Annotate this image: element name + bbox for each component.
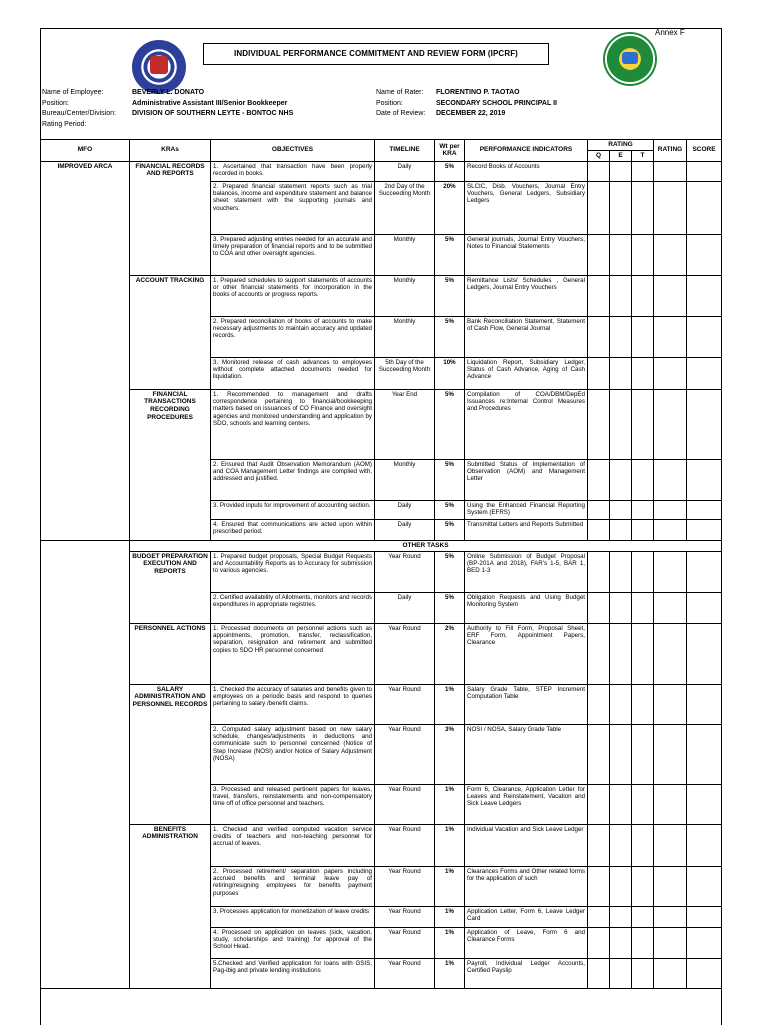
header-score: SCORE (687, 140, 722, 162)
weight-cell: 1% (435, 866, 465, 906)
objective-cell: 3. Provided inputs for improvement of accounting section. (211, 500, 375, 519)
timeline-cell: Year Round (375, 958, 435, 988)
weight-cell: 5% (435, 161, 465, 181)
indicator-cell: Payroll, Individual Ledger Accounts, Certified Payslip (465, 958, 588, 988)
timeline-cell: Year Round (375, 784, 435, 824)
rater-position-label: Position: (376, 99, 403, 107)
header-kras: KRAs (130, 140, 211, 162)
header-indicators: PERFORMANCE INDICATORS (465, 140, 588, 162)
timeline-cell: Daily (375, 500, 435, 519)
objective-cell: 1. Ascertained that transaction have been properly recorded in books. (211, 161, 375, 181)
indicator-cell: Compilation of COA/DBM/DepEd Issuances re:Internal Control Measures and Procedures (465, 389, 588, 459)
weight-cell: 1% (435, 906, 465, 927)
header-e: E (610, 150, 632, 161)
weight-cell: 2% (435, 623, 465, 684)
timeline-cell: 5th Day of the Succeeding Month (375, 357, 435, 389)
weight-cell: 1% (435, 958, 465, 988)
mfo-cell: IMPROVED ARCA (41, 161, 130, 540)
annex-label: Annex F (655, 28, 685, 37)
table-row (41, 551, 722, 592)
rating-period-label: Rating Period: (42, 120, 87, 128)
timeline-cell: Monthly (375, 234, 435, 275)
weight-cell: 5% (435, 519, 465, 540)
objective-cell: 4. Processed on application on leaves (sick, vacation, study, scholarships and training) for approval of the School Head. (211, 927, 375, 958)
indicator-cell: Record Books of Accounts (465, 161, 588, 181)
weight-cell: 5% (435, 592, 465, 623)
weight-cell: 10% (435, 357, 465, 389)
timeline-cell: Year Round (375, 906, 435, 927)
header-t: T (632, 150, 654, 161)
header-rating-group: RATING (588, 140, 654, 151)
weight-cell: 5% (435, 234, 465, 275)
indicator-cell: Remittance Lists/ Schedules , General Ledgers, Journal Entry Vouchers (465, 275, 588, 316)
indicator-cell: Clearances Forms and Other related forms for the application of such (465, 866, 588, 906)
employee-name: BEVERLY L. DONATO (132, 89, 205, 96)
indicator-cell: Transmittal Letters and Reports Submitted (465, 519, 588, 540)
review-date: DECEMBER 22, 2019 (436, 110, 506, 117)
weight-cell: 5% (435, 459, 465, 500)
objective-cell: 2. Prepared reconciliation of books of accounts to make necessary adjustments to maintain accuracy and updated records. (211, 316, 375, 357)
header-mfo: MFO (41, 140, 130, 162)
indicator-cell: Application of Leave, Form 6 and Clearance Forms (465, 927, 588, 958)
indicator-cell: Online Submission of Budget Proposal (BP-201A and 2018), FAR's 1-5, BAR 1, BED 1-3 (465, 551, 588, 592)
timeline-cell: Daily (375, 519, 435, 540)
table-row (41, 824, 722, 866)
deped-seal-icon (132, 40, 186, 94)
employee-label: Name of Employee: (42, 89, 104, 96)
indicator-cell: Application Letter, Form 6, Leave Ledger Card (465, 906, 588, 927)
objective-cell: 3. Processes application for monetization of leave credits (211, 906, 375, 927)
bureau-label: Bureau/Center/Division: (42, 110, 116, 117)
weight-cell: 5% (435, 551, 465, 592)
indicator-cell: Liquidation Report, Subsidiary Ledger, Status of Cash Advance, Aging of Cash Advance (465, 357, 588, 389)
rater-position: SECONDARY SCHOOL PRINCIPAL II (436, 99, 557, 107)
weight-cell: 1% (435, 927, 465, 958)
timeline-cell: Monthly (375, 459, 435, 500)
bureau-value: DIVISION OF SOUTHERN LEYTE - BONTOC NHS (132, 110, 294, 117)
objective-cell: 2. Prepared financial statement reports such as trial balances, income and expenditure statement and balance sheet statement with the supporting journals and vouchers. (211, 181, 375, 234)
weight-cell: 1% (435, 784, 465, 824)
table-row (41, 684, 722, 724)
indicator-cell: Obligation Requests and Using Budget Monitoring System (465, 592, 588, 623)
objective-cell: 2. Computed salary adjustment based on new salary schedule, changes/adjustments in deductions and communicate such to personnel concerned (Notice of Step Increase (NOSI) and/or Notice of Salary Adjustment (NOSA) (211, 724, 375, 784)
weight-cell: 1% (435, 824, 465, 866)
employee-info (42, 88, 718, 130)
objective-cell: 2. Certified availability of Allotments, monitors and records expenditures in appropriate registries. (211, 592, 375, 623)
objective-cell: 4. Ensured that communications are acted upon within prescribed period. (211, 519, 375, 540)
objective-cell: 3. Prepared adjusting entries needed for an accurate and timely preparation of financial reports and to be submitted to COA and other oversight agencies. (211, 234, 375, 275)
timeline-cell: Year Round (375, 927, 435, 958)
timeline-cell: Year Round (375, 551, 435, 592)
header-timeline: TIMELINE (375, 140, 435, 162)
other-tasks-label: OTHER TASKS (130, 540, 722, 551)
timeline-cell: Year Round (375, 824, 435, 866)
indicator-cell: Form 6, Clearance, Application Letter for Leaves and Reinstatement, Vacation and Sick Leave Ledgers (465, 784, 588, 824)
header-rating: RATING (654, 140, 687, 162)
table-row (41, 389, 722, 459)
table-row (41, 161, 722, 181)
timeline-cell: Year Round (375, 866, 435, 906)
kra-cell: FINANCIAL TRANSACTIONS RECORDING PROCEDURES (130, 389, 211, 540)
weight-cell: 5% (435, 316, 465, 357)
rater-label: Name of Rater: (376, 89, 424, 96)
objective-cell: 3. Processed and released pertinent papers for leaves, travel, transfers, reinstatements and non-compensatory time off of office personnel and teachers. (211, 784, 375, 824)
position-label: Position: (42, 99, 69, 107)
objective-cell: 1. Prepared budget proposals, Special Budget Requests and Accountability Reports as to Accuracy for submission to various agencies. (211, 551, 375, 592)
timeline-cell: Year End (375, 389, 435, 459)
weight-cell: 20% (435, 181, 465, 234)
kra-cell: PERSONNEL ACTIONS (130, 623, 211, 684)
timeline-cell: Daily (375, 161, 435, 181)
table-row (41, 623, 722, 684)
objective-cell: 1. Recommended to management and drafts correspondence pertaining to financial/bookkeeping matters based on issuances of CO Finance and oversight agencies and monitored understanding and application by SDO, schools and learning centers. (211, 389, 375, 459)
indicator-cell: Submitted Status of Implementation of Observation (AOM) and Management Letter (465, 459, 588, 500)
kra-cell: SALARY ADMINISTRATION AND PERSONNEL RECORDS (130, 684, 211, 824)
objective-cell: 1. Checked the accuracy of salaries and benefits given to employees on a periodic basis and respond to queries pertaining to salary /benefit claims. (211, 684, 375, 724)
table-row (41, 275, 722, 316)
timeline-cell: Year Round (375, 724, 435, 784)
objective-cell: 1. Processed documents on personnel actions such as appointments, promotion, transfer, reclassification, separation, resignation and retirement and submitted copies to SDO HR personnel concerned (211, 623, 375, 684)
objective-cell: 2. Ensured that Audit Observation Memorandum (AOM) and COA Management Letter findings are complied with, addressed and justified. (211, 459, 375, 500)
objective-cell: 3. Monitored release of cash advances to employees without complete attached documents needed for liquidation. (211, 357, 375, 389)
rater-name: FLORENTINO P. TAOTAO (436, 89, 520, 96)
weight-cell: 1% (435, 684, 465, 724)
indicator-cell: Using the Enhanced Financial Reporting System (EFRS) (465, 500, 588, 519)
timeline-cell: Monthly (375, 316, 435, 357)
timeline-cell: Year Round (375, 623, 435, 684)
timeline-cell: Year Round (375, 684, 435, 724)
timeline-cell: Daily (375, 592, 435, 623)
kra-cell: ACCOUNT TRACKING (130, 275, 211, 389)
ipcrf-table (40, 139, 722, 989)
weight-cell: 5% (435, 500, 465, 519)
form-title: INDIVIDUAL PERFORMANCE COMMITMENT AND REVIEW FORM (IPCRF) (203, 43, 549, 65)
objective-cell: 2. Processed retirement/ separation papers including accrued benefits and terminal leave pay of retiring/resigning employees for benefits payment purposes (211, 866, 375, 906)
indicator-cell: General journals, Journal Entry Vouchers, Notes to Financial Statements (465, 234, 588, 275)
review-date-label: Date of Review: (376, 110, 426, 117)
objective-cell: 1. Checked and verified computed vacation service credits of teachers and non-teaching personnel for accrual of leaves. (211, 824, 375, 866)
indicator-cell: SLCIC, Disb. Vouchers, Journal Entry Vouchers, General Ledgers, Subsidiary Ledgers (465, 181, 588, 234)
header-objectives: OBJECTIVES (211, 140, 375, 162)
indicator-cell: Bank Reconciliation Statement, Statement of Cash Flow, General Journal (465, 316, 588, 357)
objective-cell: 1. Prepared schedules to support statements of accounts or other financial statements for incorporation in the books of accounts or progress reports. (211, 275, 375, 316)
employee-position: Administrative Assistant III/Senior Bookkeeper (132, 99, 288, 107)
kra-cell: BUDGET PREPARATION EXECUTION AND REPORTS (130, 551, 211, 623)
timeline-cell: Monthly (375, 275, 435, 316)
indicator-cell: NOSI / NOSA, Salary Grade Table (465, 724, 588, 784)
objective-cell: 5.Checked and Verified application for loans with GSIS, Pag-ibig and private lending institutions (211, 958, 375, 988)
weight-cell: 3% (435, 724, 465, 784)
header-wt: Wt per KRA (435, 140, 465, 162)
indicator-cell: Salary Grade Table, STEP Increment Computation Table (465, 684, 588, 724)
weight-cell: 5% (435, 275, 465, 316)
kra-cell: FINANCIAL RECORDS AND REPORTS (130, 161, 211, 275)
header-q: Q (588, 150, 610, 161)
indicator-cell: Authority to Fill Form, Proposal Sheet, ERF Form, Appointment Papers, Clearance (465, 623, 588, 684)
timeline-cell: 2nd Day of the Succeeding Month (375, 181, 435, 234)
weight-cell: 5% (435, 389, 465, 459)
kra-cell: BENEFITS ADMINISTRATION (130, 824, 211, 988)
indicator-cell: Individual Vacation and Sick Leave Ledger (465, 824, 588, 866)
school-seal-icon (603, 32, 657, 86)
other-tasks-row (41, 540, 722, 551)
